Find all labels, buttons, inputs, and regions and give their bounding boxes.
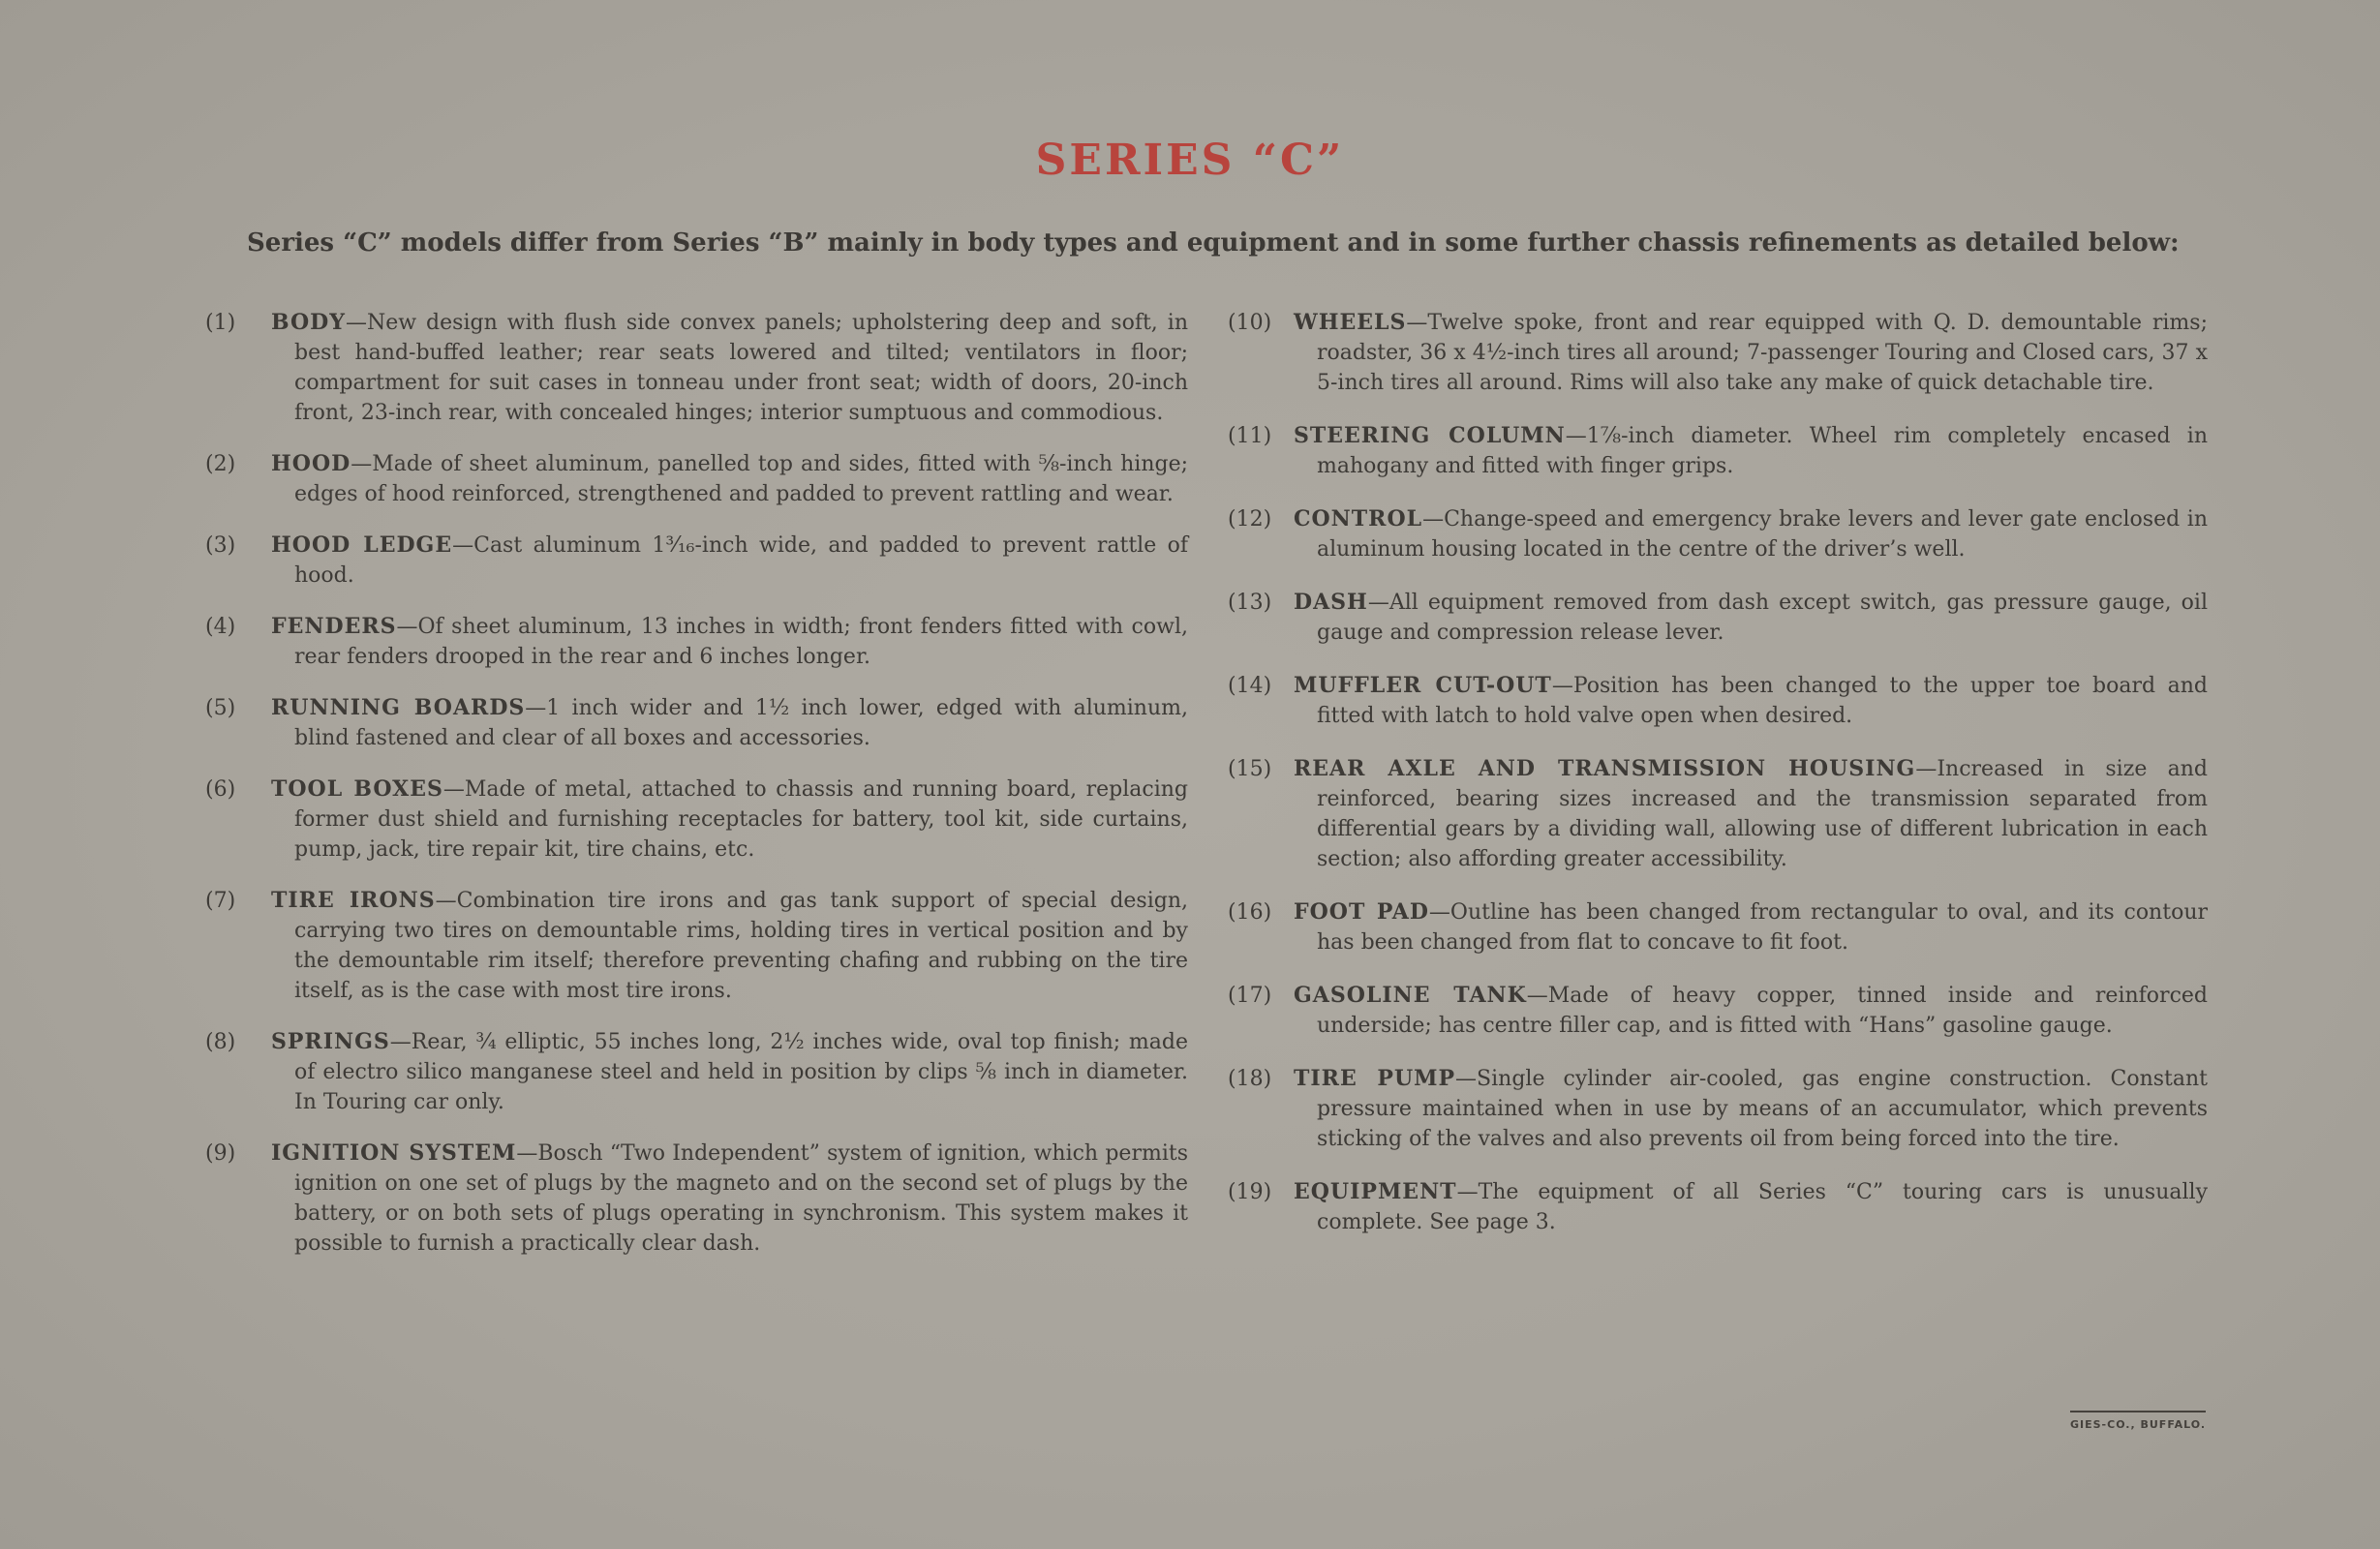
spec-item <box>205 531 1188 591</box>
item-term: SPRINGS <box>271 1029 390 1054</box>
item-number: (5) <box>205 696 236 720</box>
item-term: BODY <box>271 310 346 335</box>
item-term: IGNITION SYSTEM <box>271 1140 517 1166</box>
spec-item <box>205 886 1188 1006</box>
item-term: FOOT PAD <box>1294 899 1429 925</box>
spec-item <box>1228 1177 2208 1237</box>
item-text: —1 inch wider and 1½ inch lower, edged with aluminum, blind fastened and clear of all boxes and accessories. <box>294 696 1188 750</box>
item-term: FENDERS <box>271 614 397 639</box>
spec-item <box>1228 671 2208 731</box>
item-number: (12) <box>1228 507 1272 532</box>
item-text: —Made of sheet aluminum, panelled top and sides, fitted with ⅝-inch hinge; edges of hood reinforced, strengthened and padded to prevent rattling and wear. <box>294 452 1188 506</box>
item-term: TIRE IRONS <box>271 888 436 913</box>
item-text: —All equipment removed from dash except switch, gas pressure gauge, oil gauge and compression release lever. <box>1317 591 2208 645</box>
item-number: (18) <box>1228 1067 1272 1091</box>
item-text: —Position has been changed to the upper toe board and fitted with latch to hold valve open when desired. <box>1317 674 2209 728</box>
intro-paragraph: Series “C” models differ from Series “B” mainly in body types and equipment and in some further chassis refinements as detailed below: <box>247 228 2180 258</box>
item-number: (1) <box>205 311 236 335</box>
item-text: —The equipment of all Series “C” touring cars is unusually complete. See page 3. <box>1317 1180 2208 1234</box>
item-text: —1⅞-inch diameter. Wheel rim completely encased in mahogany and fitted with finger grips. <box>1317 424 2208 478</box>
spec-item <box>1228 588 2208 648</box>
spec-item <box>1228 754 2208 874</box>
item-number: (2) <box>205 452 236 476</box>
item-number: (7) <box>205 889 236 913</box>
item-text: —Rear, ¾ elliptic, 55 inches long, 2½ inches wide, oval top finish; made of electro silico manganese steel and held in position by clips ⅝ inch in diameter. In Touring car only. <box>294 1030 1188 1114</box>
item-text: —Outline has been changed from rectangular to oval, and its contour has been changed from flat to concave to fit foot. <box>1317 900 2208 955</box>
item-term: GASOLINE TANK <box>1294 983 1527 1008</box>
page-title: SERIES “C” <box>1035 136 1345 185</box>
printer-imprint: GIES-CO., BUFFALO. <box>2070 1411 2206 1431</box>
spec-item <box>1228 421 2208 481</box>
item-term: TIRE PUMP <box>1294 1066 1456 1091</box>
spec-item <box>205 612 1188 672</box>
item-number: (9) <box>205 1141 236 1166</box>
spec-item <box>1228 981 2208 1041</box>
item-number: (13) <box>1228 591 1272 615</box>
item-number: (10) <box>1228 311 1272 335</box>
item-number: (4) <box>205 615 236 639</box>
item-text: —Of sheet aluminum, 13 inches in width; front fenders fitted with cowl, rear fenders drooped in the rear and 6 inches longer. <box>294 615 1188 669</box>
item-term: EQUIPMENT <box>1294 1179 1457 1204</box>
item-term: HOOD LEDGE <box>271 532 453 558</box>
spec-item <box>205 774 1188 865</box>
item-number: (6) <box>205 777 236 802</box>
spec-item <box>205 693 1188 753</box>
spec-item <box>1228 504 2208 564</box>
item-text: —New design with flush side convex panels; upholstering deep and soft, in best hand-buffed leather; rear seats lowered and tilted; ventilators in floor; compartment for suit cases in tonneau under front seat; width of doors, 20-inch front, 23-inch rear, with concealed hinges; interior sumptuous and commodious. <box>294 311 1188 425</box>
item-text: —Combination tire irons and gas tank support of special design, carrying two tires on demountable rims, holding tires in vertical position and by the demountable rim itself; therefore preventing chafing and rubbing on the tire itself, as is the case with most tire irons. <box>294 889 1189 1003</box>
item-number: (17) <box>1228 984 1272 1008</box>
item-term: REAR AXLE AND TRANSMISSION HOUSING <box>1294 756 1916 781</box>
item-term: RUNNING BOARDS <box>271 695 526 720</box>
spec-item <box>1228 897 2208 957</box>
item-text: —Made of metal, attached to chassis and running board, replacing former dust shield and furnishing receptacles for battery, tool kit, side curtains, pump, jack, tire repair kit, tire chains, etc. <box>294 777 1188 862</box>
left-column <box>205 308 1188 1280</box>
spec-item <box>1228 1064 2208 1154</box>
item-number: (8) <box>205 1030 236 1054</box>
item-number: (15) <box>1228 757 1272 781</box>
item-text: —Bosch “Two Independent” system of ignition, which permits ignition on one set of plugs by the magneto and on the second set of plugs by the battery, or on both sets of plugs operating in synchronism. This system makes it possible to furnish a practically clear dash. <box>294 1141 1188 1256</box>
item-number: (14) <box>1228 674 1272 698</box>
spec-item <box>205 1139 1188 1259</box>
item-term: DASH <box>1294 590 1368 615</box>
item-text: —Made of heavy copper, tinned inside and reinforced underside; has centre filler cap, and is fitted with “Hans” gasoline gauge. <box>1317 984 2208 1038</box>
spec-item <box>205 1027 1188 1117</box>
item-text: —Change-speed and emergency brake levers and lever gate enclosed in aluminum housing located in the centre of the driver’s well. <box>1317 507 2208 562</box>
item-text: —Twelve spoke, front and rear equipped with Q. D. demountable rims; roadster, 36 x 4½-inch tires all around; 7-passenger Touring and Closed cars, 37 x 5-inch tires all around. Rims will also take any make of quick detachable tire. <box>1317 311 2208 395</box>
item-number: (19) <box>1228 1180 1272 1204</box>
item-term: CONTROL <box>1294 506 1423 532</box>
item-term: TOOL BOXES <box>271 776 443 802</box>
item-number: (16) <box>1228 900 1272 925</box>
item-text: —Single cylinder air-cooled, gas engine construction. Constant pressure maintained when in use by means of an accumulator, which prevents sticking of the valves and also prevents oil from being forced into the tire. <box>1317 1067 2208 1151</box>
item-text: —Increased in size and reinforced, bearing sizes increased and the transmission separated from differential gears by a dividing wall, allowing use of different lubrication in each section; also affording greater accessibility. <box>1317 757 2209 871</box>
item-number: (3) <box>205 533 236 558</box>
item-text: —Cast aluminum 1³⁄₁₆-inch wide, and padded to prevent rattle of hood. <box>294 533 1188 588</box>
item-term: WHEELS <box>1294 310 1407 335</box>
item-term: MUFFLER CUT-OUT <box>1294 673 1552 698</box>
spec-item <box>1228 308 2208 398</box>
spec-item <box>205 449 1188 509</box>
item-term: STEERING COLUMN <box>1294 423 1566 448</box>
item-term: HOOD <box>271 451 351 476</box>
item-number: (11) <box>1228 424 1272 448</box>
spec-item <box>205 308 1188 428</box>
right-column <box>1228 308 2208 1260</box>
